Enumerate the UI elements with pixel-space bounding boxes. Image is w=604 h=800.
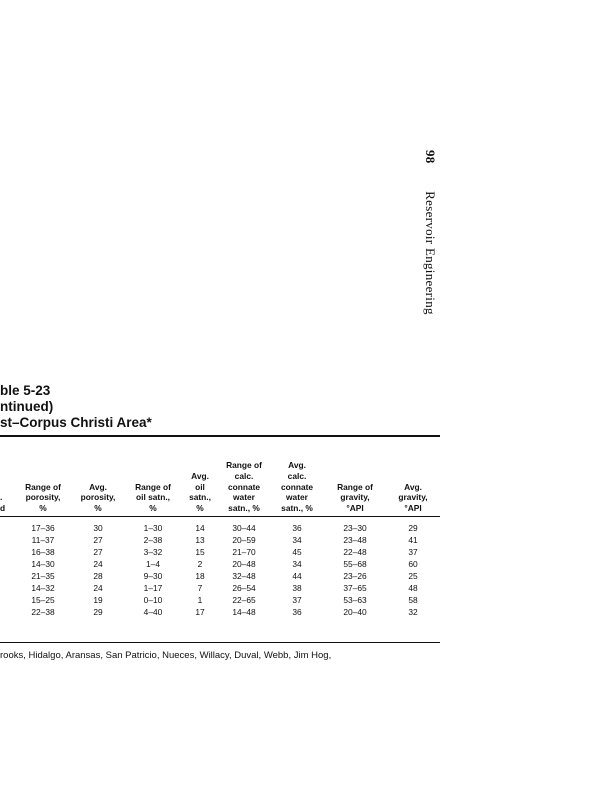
column-header-line: satn., % [281, 503, 313, 514]
table-row [0, 606, 440, 618]
column-header-line: Range of [25, 481, 61, 492]
column-header-line: connate [280, 481, 314, 492]
column-header-line: °API [346, 503, 364, 514]
column-header-line: . [0, 492, 3, 503]
column-header [72, 438, 124, 516]
column-header-line: Avg. [404, 481, 422, 492]
table-cell: 34 [292, 559, 302, 569]
table-cell: 2 [197, 559, 203, 569]
column-header-line: Range of [226, 460, 262, 471]
table-cell [0, 606, 14, 618]
table-cell: 29 [408, 523, 418, 533]
column-header-line: satn., % [228, 503, 260, 514]
table-cell [0, 558, 14, 570]
column-header-line: °API [404, 503, 422, 514]
table-cell: 19 [93, 595, 103, 605]
table-cell: 60 [408, 559, 418, 569]
table-cell: 17–36 [31, 523, 55, 533]
table-cell: 2–38 [143, 535, 163, 545]
column-header [124, 438, 182, 516]
table-cell: 4–40 [143, 607, 163, 617]
column-header [0, 438, 14, 516]
table-cell: 16–38 [31, 547, 55, 557]
table-bottom-rule [0, 642, 440, 643]
table-cell: 21–70 [232, 547, 256, 557]
table-cell: 37–65 [343, 583, 367, 593]
table-body [0, 516, 440, 618]
table-row [0, 516, 440, 534]
column-header-line: % [94, 503, 102, 514]
column-header-line: % [149, 503, 157, 514]
table-cell: 27 [93, 547, 103, 557]
table-cell: 1 [197, 595, 203, 605]
table-cell: 34 [292, 535, 302, 545]
table-cell: 1–17 [143, 583, 163, 593]
table-cell: 11–37 [31, 535, 55, 545]
column-header-line: gravity, [340, 492, 370, 503]
table-cell: 1–4 [146, 559, 160, 569]
table-cell: 20–40 [343, 607, 367, 617]
column-header-line: satn., [189, 492, 211, 503]
table-row [0, 570, 440, 582]
table-cell: 20–59 [232, 535, 256, 545]
column-header [218, 438, 270, 516]
table-cell: 1–30 [143, 523, 163, 533]
table-cell: 3–32 [143, 547, 163, 557]
book-title: Reservoir Engineering [423, 191, 438, 315]
table-cell: 45 [292, 547, 302, 557]
column-header-line: water [233, 492, 255, 503]
column-header-line: Avg. [191, 470, 209, 481]
table-cell: 13 [195, 535, 205, 545]
table-cell: 36 [292, 523, 302, 533]
table-title: ble 5-23 [0, 383, 51, 398]
running-head [422, 150, 438, 315]
table-cell: 23–30 [343, 523, 367, 533]
table-row [0, 594, 440, 606]
table-cell: 20–48 [232, 559, 256, 569]
table-cell: 44 [292, 571, 302, 581]
table-top-rule [0, 435, 440, 437]
reservoir-data-table [0, 438, 440, 618]
table-cell: 55–68 [343, 559, 367, 569]
column-header-line: gravity, [398, 492, 428, 503]
table-row [0, 582, 440, 594]
page-number: 98 [423, 150, 438, 164]
table-cell: 36 [292, 607, 302, 617]
table-cell: 23–48 [343, 535, 367, 545]
column-header-line: oil satn., [136, 492, 170, 503]
table-cell: 7 [197, 583, 203, 593]
column-header-line: Avg. [288, 460, 306, 471]
table-cell: 22–48 [343, 547, 367, 557]
table-region: st–Corpus Christi Area* [0, 415, 152, 430]
table-footnote: rooks, Hidalgo, Aransas, San Patricio, Nueces, Willacy, Duval, Webb, Jim Hog, [0, 650, 332, 661]
table-cell: 32–48 [232, 571, 256, 581]
table-cell: 17 [195, 607, 205, 617]
table-cell: 0–10 [143, 595, 163, 605]
table-cell: 24 [93, 583, 103, 593]
table-cell [0, 594, 14, 606]
table-cell [0, 570, 14, 582]
table-cell: 30 [93, 523, 103, 533]
column-header-line: calc. [234, 470, 254, 481]
table-cell: 28 [93, 571, 103, 581]
table-row [0, 558, 440, 570]
table-row [0, 546, 440, 558]
table-cell: 14 [195, 523, 205, 533]
column-header-line: connate [227, 481, 261, 492]
column-header-line: % [196, 503, 204, 514]
table-cell: 37 [408, 547, 418, 557]
table-cell: 37 [292, 595, 302, 605]
column-header-line: Range of [337, 481, 373, 492]
table-cell: 14–30 [31, 559, 55, 569]
table-cell: 27 [93, 535, 103, 545]
table-cell: 30–44 [232, 523, 256, 533]
column-header-line: Range of [135, 481, 171, 492]
column-header-line: water [286, 492, 308, 503]
table-cell [0, 534, 14, 546]
column-header-line: d [0, 503, 6, 514]
column-header [182, 438, 218, 516]
table-cell [0, 582, 14, 594]
table-cell: 24 [93, 559, 103, 569]
table-cell: 41 [408, 535, 418, 545]
table-row [0, 534, 440, 546]
column-header-line: porosity, [80, 492, 116, 503]
column-header-line: % [39, 503, 47, 514]
table-cell: 21–35 [31, 571, 55, 581]
table-header-row [0, 438, 440, 516]
column-header [270, 438, 324, 516]
table-heading [0, 383, 152, 431]
table-cell: 15–25 [31, 595, 55, 605]
table-cell: 23–26 [343, 571, 367, 581]
table-cell [0, 546, 14, 558]
table-cell: 14–48 [232, 607, 256, 617]
column-header-line: calc. [287, 470, 307, 481]
table-cell: 14–32 [31, 583, 55, 593]
table-cell: 29 [93, 607, 103, 617]
column-header [324, 438, 386, 516]
table-cell: 15 [195, 547, 205, 557]
table-cell: 38 [292, 583, 302, 593]
table-cell: 58 [408, 595, 418, 605]
table-cell: 26–54 [232, 583, 256, 593]
table-cell: 18 [195, 571, 205, 581]
table-cell: 22–65 [232, 595, 256, 605]
column-header [386, 438, 440, 516]
column-header-line: porosity, [25, 492, 61, 503]
column-header-line: Avg. [89, 481, 107, 492]
table-cell: 9–30 [143, 571, 163, 581]
table-subtitle: ntinued) [0, 399, 54, 414]
table-cell: 22–38 [31, 607, 55, 617]
column-header-line: oil [195, 481, 205, 492]
table-cell [0, 516, 14, 534]
table-cell: 48 [408, 583, 418, 593]
table-cell: 32 [408, 607, 418, 617]
table-cell: 25 [408, 571, 418, 581]
column-header [14, 438, 72, 516]
table-cell: 53–63 [343, 595, 367, 605]
